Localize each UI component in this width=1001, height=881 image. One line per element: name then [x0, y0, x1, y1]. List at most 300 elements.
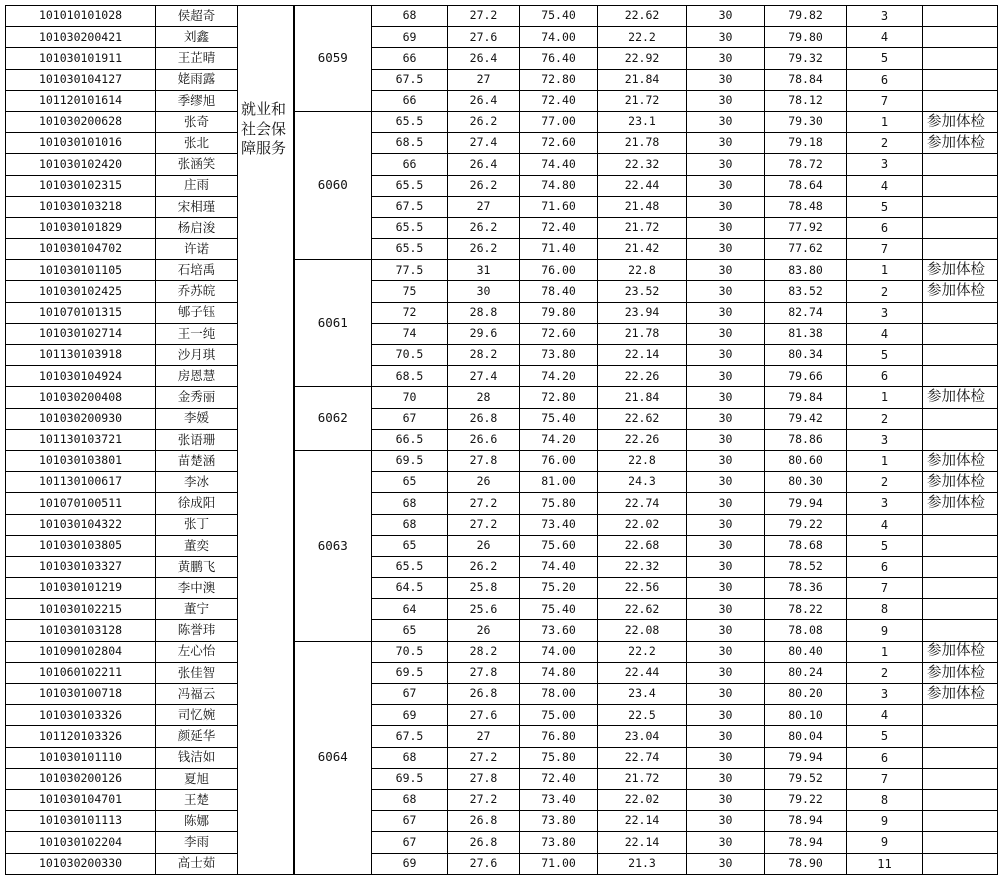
- candidate-name: 乔苏皖: [156, 281, 238, 302]
- total-score: 78.86: [765, 429, 847, 450]
- bonus-score: 30: [687, 832, 765, 853]
- interview-score: 73.40: [520, 514, 598, 535]
- written-weighted-score: 27.2: [448, 789, 520, 810]
- note: [923, 302, 998, 323]
- interview-weighted-score: 21.84: [598, 387, 687, 408]
- rank: 7: [847, 239, 923, 260]
- table-row: [6, 281, 998, 302]
- note: [923, 768, 998, 789]
- interview-weighted-score: 21.42: [598, 239, 687, 260]
- note: [923, 154, 998, 175]
- interview-weighted-score: 22.62: [598, 6, 687, 27]
- written-score: 64: [372, 599, 448, 620]
- note: 参加体检: [923, 662, 998, 683]
- written-score: 67: [372, 408, 448, 429]
- written-weighted-score: 26: [448, 535, 520, 556]
- written-weighted-score: 27.4: [448, 366, 520, 387]
- written-score: 65: [372, 620, 448, 641]
- interview-weighted-score: 22.02: [598, 789, 687, 810]
- total-score: 81.38: [765, 323, 847, 344]
- total-score: 79.94: [765, 493, 847, 514]
- candidate-name: 石培禹: [156, 260, 238, 281]
- candidate-name: 司忆婉: [156, 705, 238, 726]
- interview-weighted-score: 22.26: [598, 429, 687, 450]
- rank: 4: [847, 705, 923, 726]
- candidate-id: 101030200421: [6, 27, 156, 48]
- note: [923, 620, 998, 641]
- written-score: 67: [372, 684, 448, 705]
- position-code: 6063: [294, 450, 372, 641]
- candidate-name: 徐成阳: [156, 493, 238, 514]
- total-score: 79.30: [765, 111, 847, 132]
- interview-score: 74.40: [520, 154, 598, 175]
- candidate-name: 沙月琪: [156, 345, 238, 366]
- note: [923, 832, 998, 853]
- candidate-name: 左心怡: [156, 641, 238, 662]
- interview-score: 72.40: [520, 217, 598, 238]
- interview-score: 77.00: [520, 111, 598, 132]
- interview-score: 75.20: [520, 578, 598, 599]
- candidate-name: 夏旭: [156, 768, 238, 789]
- rank: 3: [847, 6, 923, 27]
- written-score: 65: [372, 535, 448, 556]
- interview-score: 74.40: [520, 556, 598, 577]
- table-row: [6, 789, 998, 810]
- written-score: 69: [372, 27, 448, 48]
- table-row: [6, 48, 998, 69]
- rank: 9: [847, 832, 923, 853]
- written-weighted-score: 28.2: [448, 345, 520, 366]
- interview-weighted-score: 22.2: [598, 27, 687, 48]
- total-score: 79.22: [765, 514, 847, 535]
- candidate-id: 101030104127: [6, 69, 156, 90]
- written-weighted-score: 26.8: [448, 832, 520, 853]
- candidate-name: 张北: [156, 133, 238, 154]
- candidate-id: 101030103218: [6, 196, 156, 217]
- note: 参加体检: [923, 493, 998, 514]
- interview-score: 79.80: [520, 302, 598, 323]
- candidate-id: 101030200930: [6, 408, 156, 429]
- rank: 5: [847, 196, 923, 217]
- interview-score: 76.80: [520, 726, 598, 747]
- total-score: 77.62: [765, 239, 847, 260]
- bonus-score: 30: [687, 514, 765, 535]
- table-row: [6, 684, 998, 705]
- rank: 4: [847, 175, 923, 196]
- interview-score: 72.60: [520, 323, 598, 344]
- table-row: [6, 90, 998, 111]
- bonus-score: 30: [687, 853, 765, 874]
- rank: 2: [847, 133, 923, 154]
- written-weighted-score: 27: [448, 196, 520, 217]
- interview-score: 74.00: [520, 641, 598, 662]
- written-weighted-score: 27.2: [448, 6, 520, 27]
- note: [923, 323, 998, 344]
- rank: 4: [847, 323, 923, 344]
- rank: 5: [847, 726, 923, 747]
- interview-weighted-score: 22.44: [598, 662, 687, 683]
- table-row: [6, 641, 998, 662]
- rank: 9: [847, 620, 923, 641]
- table-row: [6, 323, 998, 344]
- interview-score: 78.00: [520, 684, 598, 705]
- written-score: 65.5: [372, 111, 448, 132]
- note: 参加体检: [923, 260, 998, 281]
- written-weighted-score: 25.6: [448, 599, 520, 620]
- candidate-id: 101030102215: [6, 599, 156, 620]
- candidate-id: 101010101028: [6, 6, 156, 27]
- written-weighted-score: 26.8: [448, 684, 520, 705]
- note: [923, 747, 998, 768]
- bonus-score: 30: [687, 429, 765, 450]
- total-score: 78.12: [765, 90, 847, 111]
- total-score: 77.92: [765, 217, 847, 238]
- bonus-score: 30: [687, 789, 765, 810]
- note: [923, 556, 998, 577]
- interview-score: 75.00: [520, 705, 598, 726]
- note: [923, 217, 998, 238]
- rank: 2: [847, 408, 923, 429]
- table-row: [6, 345, 998, 366]
- written-score: 69: [372, 705, 448, 726]
- written-weighted-score: 27: [448, 726, 520, 747]
- interview-score: 75.40: [520, 599, 598, 620]
- total-score: 82.74: [765, 302, 847, 323]
- interview-weighted-score: 21.72: [598, 217, 687, 238]
- table-row: [6, 69, 998, 90]
- candidate-id: 101130103721: [6, 429, 156, 450]
- interview-weighted-score: 22.08: [598, 620, 687, 641]
- candidate-name: 王芷晴: [156, 48, 238, 69]
- bonus-score: 30: [687, 662, 765, 683]
- bonus-score: 30: [687, 726, 765, 747]
- note: 参加体检: [923, 472, 998, 493]
- total-score: 78.90: [765, 853, 847, 874]
- candidate-name: 杨启浚: [156, 217, 238, 238]
- table-row: [6, 747, 998, 768]
- candidate-name: 李中澳: [156, 578, 238, 599]
- bonus-score: 30: [687, 599, 765, 620]
- candidate-id: 101030103327: [6, 556, 156, 577]
- candidate-id: 101090102804: [6, 641, 156, 662]
- total-score: 79.94: [765, 747, 847, 768]
- bonus-score: 30: [687, 641, 765, 662]
- interview-score: 72.40: [520, 90, 598, 111]
- interview-weighted-score: 23.94: [598, 302, 687, 323]
- bonus-score: 30: [687, 556, 765, 577]
- rank: 9: [847, 811, 923, 832]
- bonus-score: 30: [687, 366, 765, 387]
- position-code: 6064: [294, 641, 372, 874]
- rank: 1: [847, 387, 923, 408]
- table-row: [6, 302, 998, 323]
- rank: 6: [847, 217, 923, 238]
- bonus-score: 30: [687, 705, 765, 726]
- interview-score: 81.00: [520, 472, 598, 493]
- bonus-score: 30: [687, 133, 765, 154]
- bonus-score: 30: [687, 175, 765, 196]
- interview-weighted-score: 22.62: [598, 408, 687, 429]
- written-weighted-score: 29.6: [448, 323, 520, 344]
- interview-weighted-score: 22.8: [598, 450, 687, 471]
- interview-score: 74.20: [520, 429, 598, 450]
- table-row: [6, 175, 998, 196]
- written-score: 64.5: [372, 578, 448, 599]
- interview-score: 76.40: [520, 48, 598, 69]
- note: [923, 599, 998, 620]
- table-row: [6, 832, 998, 853]
- rank: 7: [847, 90, 923, 111]
- interview-weighted-score: 22.32: [598, 556, 687, 577]
- written-score: 69.5: [372, 450, 448, 471]
- candidate-id: 101030101911: [6, 48, 156, 69]
- interview-score: 73.80: [520, 811, 598, 832]
- written-weighted-score: 26.8: [448, 408, 520, 429]
- note: [923, 27, 998, 48]
- bonus-score: 30: [687, 387, 765, 408]
- candidate-id: 101030102420: [6, 154, 156, 175]
- written-score: 68: [372, 747, 448, 768]
- interview-weighted-score: 22.74: [598, 493, 687, 514]
- interview-weighted-score: 21.48: [598, 196, 687, 217]
- written-score: 66: [372, 48, 448, 69]
- note: [923, 175, 998, 196]
- written-score: 70.5: [372, 641, 448, 662]
- table-row: [6, 620, 998, 641]
- note: [923, 578, 998, 599]
- interview-weighted-score: 22.62: [598, 599, 687, 620]
- total-score: 79.18: [765, 133, 847, 154]
- total-score: 78.84: [765, 69, 847, 90]
- note: [923, 535, 998, 556]
- rank: 6: [847, 69, 923, 90]
- table-row: [6, 196, 998, 217]
- table-row: [6, 472, 998, 493]
- candidate-name: 李媛: [156, 408, 238, 429]
- written-weighted-score: 28: [448, 387, 520, 408]
- table-row: [6, 260, 998, 281]
- table-row: [6, 493, 998, 514]
- written-weighted-score: 26.2: [448, 217, 520, 238]
- candidate-id: 101120101614: [6, 90, 156, 111]
- bonus-score: 30: [687, 6, 765, 27]
- results-sheet: [0, 5, 1001, 875]
- total-score: 80.20: [765, 684, 847, 705]
- interview-score: 76.00: [520, 450, 598, 471]
- written-weighted-score: 27.6: [448, 853, 520, 874]
- interview-score: 75.80: [520, 747, 598, 768]
- written-weighted-score: 26.2: [448, 175, 520, 196]
- total-score: 78.52: [765, 556, 847, 577]
- note: [923, 429, 998, 450]
- interview-weighted-score: 21.72: [598, 90, 687, 111]
- total-score: 80.04: [765, 726, 847, 747]
- candidate-name: 姥雨露: [156, 69, 238, 90]
- rank: 4: [847, 27, 923, 48]
- candidate-name: 冯福云: [156, 684, 238, 705]
- written-score: 65.5: [372, 217, 448, 238]
- candidate-id: 101030102714: [6, 323, 156, 344]
- interview-weighted-score: 22.14: [598, 832, 687, 853]
- candidate-name: 季缪旭: [156, 90, 238, 111]
- written-weighted-score: 27: [448, 69, 520, 90]
- rank: 1: [847, 111, 923, 132]
- candidate-id: 101130103918: [6, 345, 156, 366]
- candidate-id: 101030101113: [6, 811, 156, 832]
- table-row: [6, 27, 998, 48]
- rank: 2: [847, 662, 923, 683]
- written-weighted-score: 28.2: [448, 641, 520, 662]
- candidate-id: 101030104702: [6, 239, 156, 260]
- note: [923, 366, 998, 387]
- total-score: 78.08: [765, 620, 847, 641]
- bonus-score: 30: [687, 408, 765, 429]
- bonus-score: 30: [687, 90, 765, 111]
- table-row: [6, 578, 998, 599]
- interview-score: 72.40: [520, 768, 598, 789]
- written-weighted-score: 26.6: [448, 429, 520, 450]
- bonus-score: 30: [687, 260, 765, 281]
- written-weighted-score: 26.8: [448, 811, 520, 832]
- rank: 3: [847, 493, 923, 514]
- written-weighted-score: 27.2: [448, 747, 520, 768]
- total-score: 79.22: [765, 789, 847, 810]
- table-row: [6, 6, 998, 27]
- written-weighted-score: 25.8: [448, 578, 520, 599]
- interview-score: 75.60: [520, 535, 598, 556]
- bonus-score: 30: [687, 323, 765, 344]
- rank: 6: [847, 747, 923, 768]
- table-row: [6, 133, 998, 154]
- candidate-name: 李雨: [156, 832, 238, 853]
- rank: 5: [847, 535, 923, 556]
- total-score: 79.84: [765, 387, 847, 408]
- candidate-name: 许诺: [156, 239, 238, 260]
- written-weighted-score: 27.2: [448, 493, 520, 514]
- interview-weighted-score: 22.26: [598, 366, 687, 387]
- rank: 8: [847, 599, 923, 620]
- written-score: 68.5: [372, 366, 448, 387]
- bonus-score: 30: [687, 684, 765, 705]
- table-row: [6, 111, 998, 132]
- bonus-score: 30: [687, 345, 765, 366]
- candidate-id: 101030101110: [6, 747, 156, 768]
- interview-score: 74.20: [520, 366, 598, 387]
- note: 参加体检: [923, 684, 998, 705]
- written-weighted-score: 26.4: [448, 154, 520, 175]
- table-row: [6, 154, 998, 175]
- interview-weighted-score: 22.14: [598, 811, 687, 832]
- interview-weighted-score: 23.52: [598, 281, 687, 302]
- written-score: 75: [372, 281, 448, 302]
- candidate-id: 101030101219: [6, 578, 156, 599]
- rank: 3: [847, 684, 923, 705]
- employer-unit: [238, 6, 294, 875]
- candidate-name: 侯超奇: [156, 6, 238, 27]
- table-row: [6, 726, 998, 747]
- interview-weighted-score: 21.72: [598, 768, 687, 789]
- interview-score: 72.80: [520, 387, 598, 408]
- rank: 3: [847, 302, 923, 323]
- interview-score: 74.80: [520, 662, 598, 683]
- position-code: 6061: [294, 260, 372, 387]
- interview-score: 78.40: [520, 281, 598, 302]
- table-row: [6, 556, 998, 577]
- candidate-id: 101060102211: [6, 662, 156, 683]
- candidate-name: 陈娜: [156, 811, 238, 832]
- total-score: 78.94: [765, 811, 847, 832]
- written-score: 67: [372, 811, 448, 832]
- interview-weighted-score: 22.32: [598, 154, 687, 175]
- interview-score: 74.80: [520, 175, 598, 196]
- candidate-id: 101030103805: [6, 535, 156, 556]
- bonus-score: 30: [687, 493, 765, 514]
- candidate-name: 张涵笑: [156, 154, 238, 175]
- note: 参加体检: [923, 641, 998, 662]
- candidate-name: 张奇: [156, 111, 238, 132]
- note: [923, 811, 998, 832]
- interview-weighted-score: 21.78: [598, 133, 687, 154]
- interview-weighted-score: 22.2: [598, 641, 687, 662]
- table-row: [6, 366, 998, 387]
- written-weighted-score: 27.6: [448, 705, 520, 726]
- candidate-name: 张佳智: [156, 662, 238, 683]
- candidate-name: 刘鑫: [156, 27, 238, 48]
- candidate-name: 宋相瑾: [156, 196, 238, 217]
- written-score: 67.5: [372, 196, 448, 217]
- interview-weighted-score: 22.44: [598, 175, 687, 196]
- candidate-id: 101030200628: [6, 111, 156, 132]
- table-row: [6, 239, 998, 260]
- candidate-name: 郇子钰: [156, 302, 238, 323]
- table-row: [6, 662, 998, 683]
- total-score: 80.40: [765, 641, 847, 662]
- total-score: 79.80: [765, 27, 847, 48]
- bonus-score: 30: [687, 48, 765, 69]
- interview-weighted-score: 23.04: [598, 726, 687, 747]
- bonus-score: 30: [687, 472, 765, 493]
- candidate-name: 颜延华: [156, 726, 238, 747]
- written-score: 74: [372, 323, 448, 344]
- note: 参加体检: [923, 133, 998, 154]
- bonus-score: 30: [687, 620, 765, 641]
- written-score: 68.5: [372, 133, 448, 154]
- total-score: 80.10: [765, 705, 847, 726]
- position-code: 6059: [294, 6, 372, 112]
- total-score: 79.52: [765, 768, 847, 789]
- interview-score: 72.60: [520, 133, 598, 154]
- total-score: 80.60: [765, 450, 847, 471]
- interview-score: 73.40: [520, 789, 598, 810]
- written-score: 65.5: [372, 556, 448, 577]
- interview-weighted-score: 23.4: [598, 684, 687, 705]
- interview-score: 71.40: [520, 239, 598, 260]
- interview-weighted-score: 22.02: [598, 514, 687, 535]
- written-weighted-score: 30: [448, 281, 520, 302]
- written-score: 68: [372, 789, 448, 810]
- written-score: 65: [372, 472, 448, 493]
- candidate-id: 101030104322: [6, 514, 156, 535]
- interview-weighted-score: 21.3: [598, 853, 687, 874]
- bonus-score: 30: [687, 154, 765, 175]
- table-row: [6, 429, 998, 450]
- interview-weighted-score: 22.14: [598, 345, 687, 366]
- table-row: [6, 450, 998, 471]
- note: [923, 408, 998, 429]
- candidate-id: 101030103128: [6, 620, 156, 641]
- interview-score: 73.80: [520, 832, 598, 853]
- written-score: 65.5: [372, 175, 448, 196]
